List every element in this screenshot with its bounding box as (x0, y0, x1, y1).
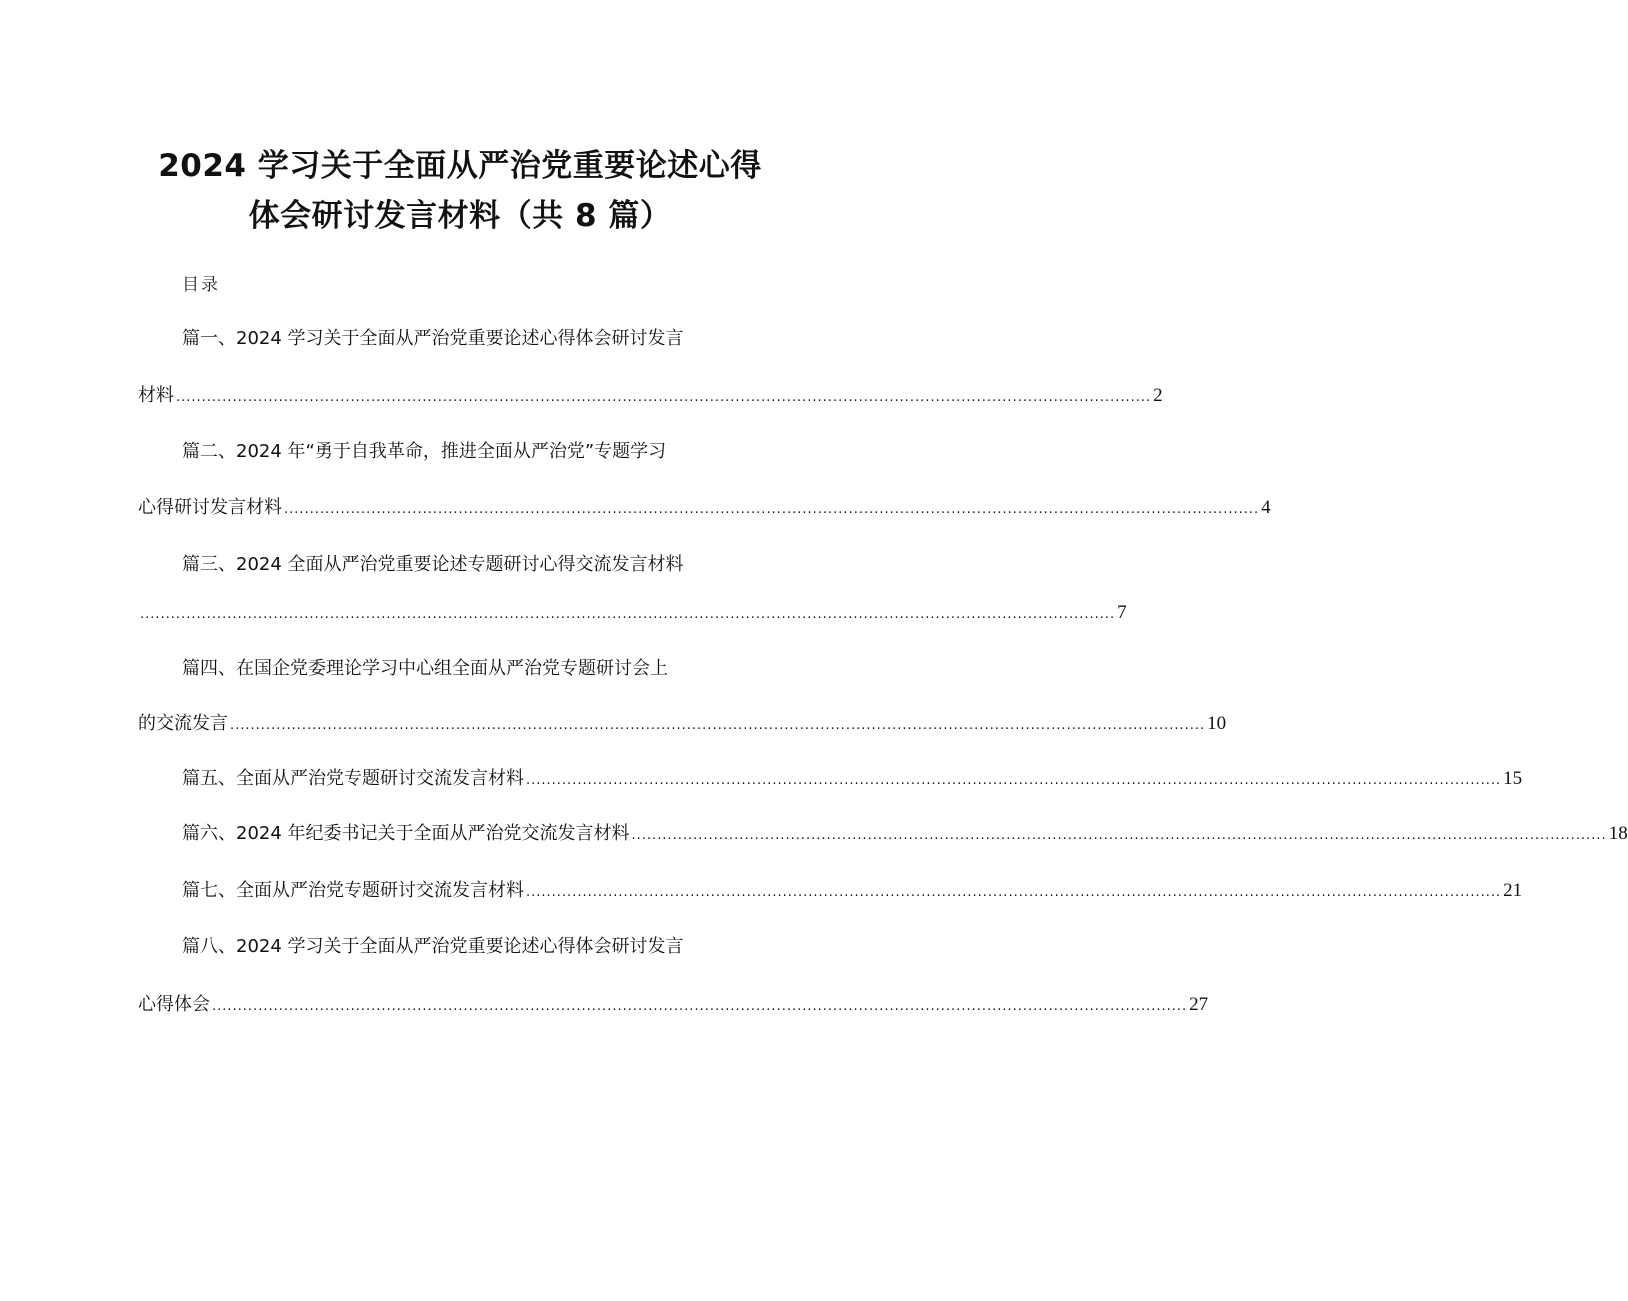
toc-entry-3-page: 7 (1117, 602, 1127, 623)
toc-entry-6-page: 18 (1608, 823, 1628, 844)
toc-entry-1-line-2[interactable] (138, 381, 1163, 407)
toc-entry-5[interactable] (182, 764, 1523, 790)
toc-entry-3-line-2[interactable] (138, 602, 1127, 624)
toc-leader-dots: .............................................................................................................................................................................................. (526, 885, 1502, 900)
toc-entry-7[interactable] (182, 876, 1523, 902)
toc-entry-8-page: 27 (1189, 994, 1209, 1015)
toc-entry-2-page: 4 (1261, 497, 1271, 518)
document-title-line-1: 2024 学习关于全面从严治党重要论述心得 (158, 148, 762, 184)
toc-entry-1-text: 材料 (138, 385, 174, 406)
toc-entry-8-text: 心得体会 (138, 994, 210, 1015)
toc-leader-dots: .............................................................................................................................................................................................. (212, 999, 1188, 1014)
toc-entry-4-line-1[interactable]: 篇四、在国企党委理论学习中心组全面从严治党专题研讨会上 (182, 658, 668, 679)
toc-leader-dots: .............................................................................................................................................................................................. (140, 607, 1116, 622)
toc-entry-4-line-2[interactable] (138, 709, 1227, 735)
toc-leader-dots: .............................................................................................................................................................................................. (176, 390, 1152, 405)
toc-entry-6[interactable] (182, 819, 1628, 845)
toc-entry-5-page: 15 (1503, 768, 1523, 789)
toc-leader-dots: .............................................................................................................................................................................................. (284, 502, 1260, 517)
toc-label: 目录 (182, 275, 220, 295)
toc-entry-4-text: 的交流发言 (138, 713, 228, 734)
toc-entry-4-page: 10 (1207, 713, 1227, 734)
toc-entry-7-text: 篇七、全面从严治党专题研讨交流发言材料 (182, 880, 524, 901)
toc-entry-3-line-1[interactable]: 篇三、2024 全面从严治党重要论述专题研讨心得交流发言材料 (182, 554, 684, 575)
toc-entry-6-text: 篇六、2024 年纪委书记关于全面从严治党交流发言材料 (182, 823, 630, 844)
document-title-line-2: 体会研讨发言材料（共 8 篇） (248, 198, 672, 234)
toc-entry-5-text: 篇五、全面从严治党专题研讨交流发言材料 (182, 768, 524, 789)
toc-entry-2-line-2[interactable] (138, 493, 1271, 519)
toc-entry-7-page: 21 (1503, 880, 1523, 901)
toc-entry-2-text: 心得研讨发言材料 (138, 497, 282, 518)
toc-leader-dots: .............................................................................................................................................................................................. (526, 773, 1502, 788)
toc-entry-1-page: 2 (1153, 385, 1163, 406)
toc-entry-2-line-1[interactable]: 篇二、2024 年“勇于自我革命，推进全面从严治党”专题学习 (182, 441, 667, 462)
toc-entry-8-line-1[interactable]: 篇八、2024 学习关于全面从严治党重要论述心得体会研讨发言 (182, 936, 684, 957)
toc-leader-dots: .............................................................................................................................................................................................. (631, 828, 1607, 843)
toc-leader-dots: .............................................................................................................................................................................................. (230, 718, 1206, 733)
toc-entry-1-line-1[interactable]: 篇一、2024 学习关于全面从严治党重要论述心得体会研讨发言 (182, 328, 684, 349)
toc-entry-8-line-2[interactable] (138, 990, 1209, 1016)
